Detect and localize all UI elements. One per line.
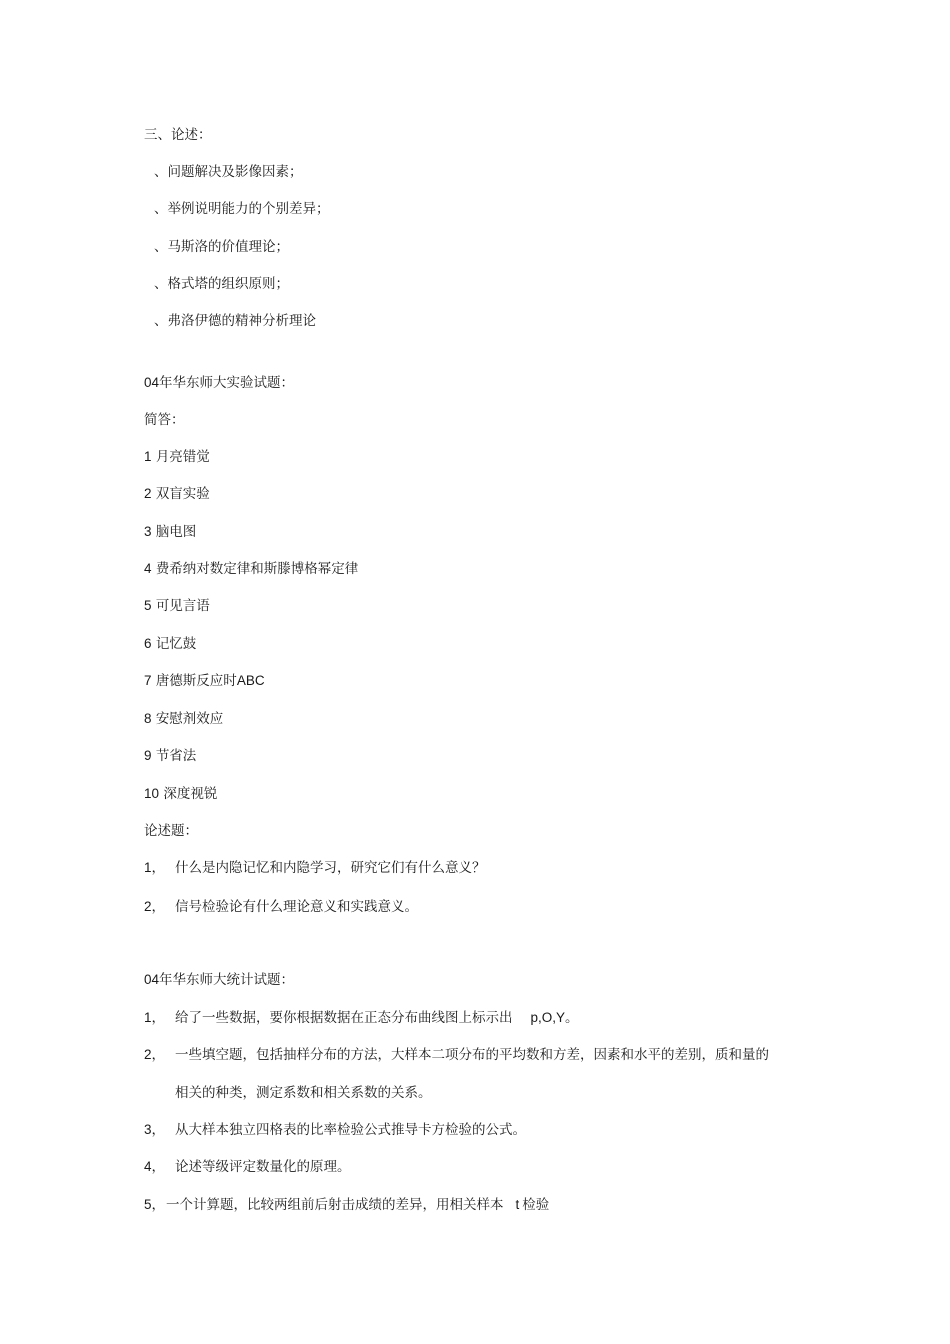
- item-number: 8: [144, 711, 152, 726]
- essay-item: 、格式塔的组织原则；: [154, 276, 289, 292]
- item-number: 2，: [144, 899, 166, 914]
- essay-question: [144, 898, 418, 916]
- item-text: 唐德斯反应时: [155, 673, 237, 689]
- item-number: 5，: [144, 1197, 166, 1212]
- item-text: 双盲实验: [155, 486, 210, 502]
- item-latin: p,O,Y: [530, 1010, 566, 1025]
- item-latin: t: [515, 1197, 520, 1212]
- short-answer-item: [144, 785, 217, 803]
- item-tail: 。: [565, 1010, 579, 1026]
- item-number: 6: [144, 636, 152, 651]
- title-text: 年华东师大实验试题：: [159, 375, 295, 391]
- item-number: 9: [144, 748, 152, 763]
- short-answer-item: [144, 523, 196, 541]
- item-text: 可见言语: [155, 598, 210, 614]
- short-answer-item: [144, 635, 196, 653]
- item-number: 2: [144, 486, 152, 501]
- item-number: 4: [144, 561, 152, 576]
- item-tail: 检验: [522, 1197, 550, 1213]
- subsection-heading: 简答：: [144, 412, 185, 428]
- item-text: 节省法: [155, 748, 197, 764]
- section-heading: 三、论述：: [144, 127, 212, 143]
- item-number: 7: [144, 673, 152, 688]
- short-answer-item: [144, 710, 223, 728]
- item-text: 记忆鼓: [155, 636, 197, 652]
- title-text: 年华东师大统计试题：: [159, 972, 295, 988]
- item-number: 3: [144, 524, 152, 539]
- short-answer-item: [144, 485, 210, 503]
- item-number: 10: [144, 786, 160, 801]
- subsection-heading: 论述题：: [144, 823, 198, 839]
- stats-question: [144, 1158, 351, 1176]
- item-text: 一些填空题，包括抽样分布的方法，大样本二项分布的平均数和方差，因素和水平的差别，质和量的: [175, 1047, 769, 1063]
- item-number: 2，: [144, 1047, 166, 1062]
- short-answer-item: [144, 747, 196, 765]
- item-number: 4，: [144, 1159, 166, 1174]
- item-text: 脑电图: [155, 524, 197, 540]
- item-text: 给了一些数据，要你根据数据在正态分布曲线图上标示出: [175, 1010, 513, 1026]
- item-latin: ABC: [236, 673, 265, 688]
- short-answer-item: [144, 672, 265, 690]
- item-text: 什么是内隐记忆和内隐学习，研究它们有什么意义？: [175, 860, 486, 876]
- stats-question: [144, 1046, 769, 1064]
- stats-question: [144, 1121, 526, 1139]
- stats-question: [144, 1009, 579, 1027]
- item-number: 1，: [144, 860, 166, 875]
- section-title: [144, 374, 294, 392]
- item-number: 3，: [144, 1122, 166, 1137]
- year-number: 04: [144, 972, 160, 987]
- item-text: 费希纳对数定律和斯滕博格幂定律: [155, 561, 359, 577]
- item-number: 1，: [144, 1010, 166, 1025]
- essay-item: 、马斯洛的价值理论；: [154, 239, 289, 255]
- stats-question: [144, 1196, 549, 1214]
- item-text: 深度视锐: [163, 786, 218, 802]
- short-answer-item: [144, 560, 358, 578]
- essay-item: 、举例说明能力的个别差异；: [154, 201, 330, 217]
- item-number: 5: [144, 598, 152, 613]
- item-text: 从大样本独立四格表的比率检验公式推导卡方检验的公式。: [175, 1122, 526, 1138]
- item-text: 一个计算题，比较两组前后射击成绩的差异，用相关样本: [166, 1197, 504, 1213]
- item-text: 论述等级评定数量化的原理。: [175, 1159, 351, 1175]
- item-text: 月亮错觉: [155, 449, 210, 465]
- year-number: 04: [144, 375, 160, 390]
- section-title: [144, 971, 294, 989]
- stats-question-continuation: 相关的种类，测定系数和相关系数的关系。: [175, 1085, 432, 1101]
- short-answer-item: [144, 597, 210, 615]
- item-text: 安慰剂效应: [155, 711, 224, 727]
- essay-item: 、弗洛伊德的精神分析理论: [154, 313, 316, 329]
- essay-question: [144, 859, 486, 877]
- item-number: 1: [144, 449, 152, 464]
- short-answer-item: [144, 448, 210, 466]
- item-text: 信号检验论有什么理论意义和实践意义。: [175, 899, 418, 915]
- essay-item: 、问题解决及影像因素；: [154, 164, 303, 180]
